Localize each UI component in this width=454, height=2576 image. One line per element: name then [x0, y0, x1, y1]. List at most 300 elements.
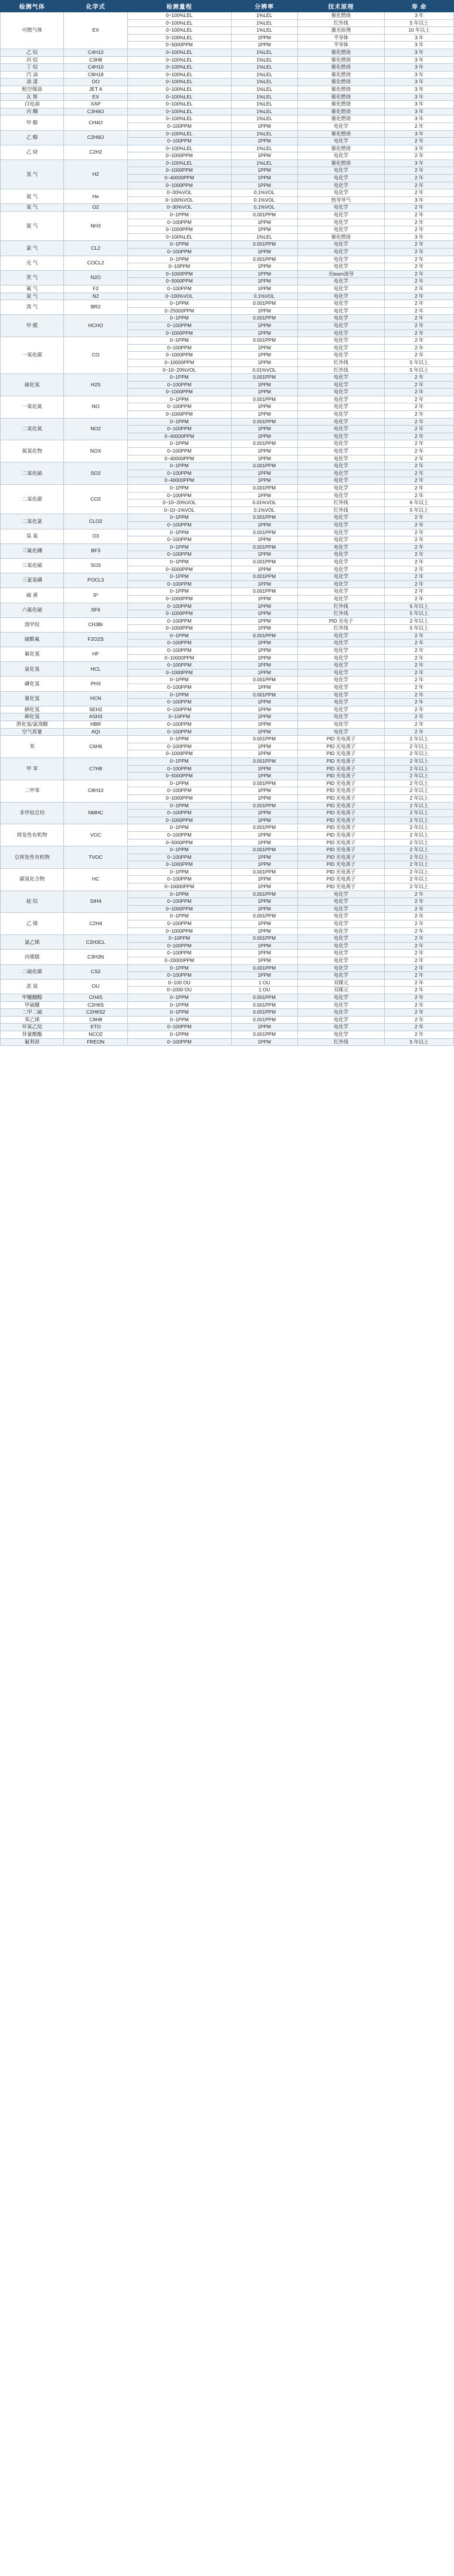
- cell-principle: 电化学: [297, 994, 384, 1001]
- cell-principle: 电化学: [297, 485, 384, 492]
- cell-range: 0~40000PPM: [127, 455, 231, 463]
- cell-gas-name: 甲 醛: [1, 315, 64, 337]
- cell-range: 0~100%LEL: [127, 145, 231, 152]
- cell-life: 5 年以上: [385, 19, 454, 27]
- cell-resolution: 0.1%VOL: [231, 507, 297, 514]
- cell-principle: 电化学: [297, 152, 384, 160]
- cell-life: 10 年以上: [385, 27, 454, 35]
- cell-range: 0~40000PPM: [127, 477, 231, 485]
- cell-life: 2 年以上: [385, 750, 454, 758]
- cell-range: 0~100PPM: [127, 898, 231, 906]
- cell-life: 2 年: [385, 152, 454, 160]
- cell-range: 0~100PPM: [127, 123, 231, 130]
- cell-resolution: 1PPM: [231, 359, 297, 366]
- cell-principle: 电化学: [297, 226, 384, 234]
- cell-formula: EX: [64, 93, 127, 101]
- cell-resolution: 0.1%VOL: [231, 293, 297, 300]
- table-row: [1, 1016, 454, 1024]
- cell-principle: 电化学: [297, 543, 384, 551]
- table-row: [1, 101, 454, 108]
- cell-life: 2 年以上: [385, 847, 454, 854]
- cell-life: 2 年: [385, 898, 454, 906]
- cell-range: 0~100PPM: [127, 950, 231, 957]
- cell-formula: He: [64, 189, 127, 204]
- table-row: [1, 130, 454, 138]
- cell-resolution: 1PPM: [231, 713, 297, 721]
- cell-range: 0~100%LEL: [127, 101, 231, 108]
- table-row: [1, 145, 454, 152]
- cell-resolution: 1%LEL: [231, 159, 297, 167]
- cell-formula: SO2: [64, 463, 127, 485]
- cell-principle: 半导体: [297, 34, 384, 42]
- cell-principle: 电化学: [297, 713, 384, 721]
- cell-range: 0~10~20%VOL: [127, 499, 231, 507]
- cell-formula: C2H3CL: [64, 935, 127, 950]
- cell-range: 0~1000PPM: [127, 610, 231, 618]
- table-row: [1, 418, 454, 426]
- header-principle: 技术原理: [297, 1, 384, 12]
- table-row: [1, 677, 454, 684]
- cell-formula: VOC: [64, 824, 127, 847]
- cell-range: 0~1PPM: [127, 736, 231, 743]
- cell-principle: 电化学: [297, 920, 384, 928]
- cell-range: 0~1PPM: [127, 913, 231, 920]
- table-row: [1, 396, 454, 403]
- cell-resolution: 1%LEL: [231, 233, 297, 241]
- table-row: [1, 440, 454, 448]
- cell-resolution: 0.001PPM: [231, 891, 297, 898]
- cell-principle: 电化学: [297, 1001, 384, 1009]
- cell-range: 0~100%LEL: [127, 159, 231, 167]
- cell-principle: 催化燃烧: [297, 64, 384, 72]
- cell-gas-name: 臭 氧: [1, 529, 64, 543]
- cell-principle: 电化学: [297, 344, 384, 352]
- cell-resolution: 1PPM: [231, 477, 297, 485]
- cell-gas-name: 氯乙烯: [1, 935, 64, 950]
- cell-range: 0~100%LEL: [127, 64, 231, 72]
- cell-range: 0~10000PPM: [127, 654, 231, 662]
- cell-principle: PID 光电离子: [297, 787, 384, 795]
- cell-principle: 红外线: [297, 625, 384, 633]
- cell-formula: CH3Br: [64, 617, 127, 632]
- cell-resolution: 1PPM: [231, 322, 297, 329]
- cell-range: 0~1000PPM: [127, 817, 231, 824]
- cell-principle: 红外线: [297, 19, 384, 27]
- table-row: [1, 868, 454, 876]
- cell-range: 0~40000PPM: [127, 433, 231, 440]
- cell-range: 0~100PPM: [127, 662, 231, 670]
- cell-resolution: 1PPM: [231, 750, 297, 758]
- cell-life: 3 年: [385, 12, 454, 20]
- cell-life: 2 年: [385, 175, 454, 182]
- cell-formula: CO: [64, 337, 127, 374]
- cell-life: 5 年以上: [385, 625, 454, 633]
- cell-range: 0~1PPM: [127, 691, 231, 699]
- cell-principle: 电化学: [297, 521, 384, 529]
- cell-resolution: 1PPM: [231, 640, 297, 647]
- cell-principle: 电化学: [297, 913, 384, 920]
- table-row: [1, 159, 454, 167]
- cell-range: 0~100PPM: [127, 381, 231, 389]
- cell-resolution: 1%LEL: [231, 19, 297, 27]
- cell-principle: 电化学: [297, 470, 384, 477]
- cell-range: 0~100PPM: [127, 403, 231, 411]
- cell-principle: PID 光电离子: [297, 736, 384, 743]
- cell-formula: C2H6S2: [64, 1009, 127, 1017]
- table-row: [1, 543, 454, 551]
- cell-life: 2 年: [385, 352, 454, 359]
- cell-life: 2 年: [385, 470, 454, 477]
- cell-resolution: 0.1%VOL: [231, 189, 297, 197]
- cell-resolution: 1%LEL: [231, 49, 297, 56]
- cell-principle: 电化学: [297, 249, 384, 256]
- cell-range: 0~1000PPM: [127, 270, 231, 278]
- cell-life: 2 年: [385, 566, 454, 573]
- cell-range: 0~100PPM: [127, 1038, 231, 1046]
- cell-principle: 电化学: [297, 389, 384, 396]
- cell-life: 2 年: [385, 669, 454, 677]
- cell-principle: 电化学: [297, 477, 384, 485]
- cell-resolution: 1PPM: [231, 167, 297, 175]
- cell-formula: C8H8: [64, 1016, 127, 1024]
- cell-range: 0~20000PPM: [127, 957, 231, 965]
- cell-resolution: 1PPM: [231, 270, 297, 278]
- cell-formula: NO: [64, 396, 127, 418]
- cell-principle: PID 光电离子: [297, 861, 384, 869]
- cell-range: 0~1PPM: [127, 440, 231, 448]
- cell-range: 0~100%LEL: [127, 233, 231, 241]
- cell-range: 0~1PPM: [127, 300, 231, 308]
- cell-life: 3 年: [385, 93, 454, 101]
- cell-life: 2 年: [385, 226, 454, 234]
- cell-range: 0~100PPM: [127, 551, 231, 559]
- cell-gas-name: 油 漆: [1, 79, 64, 86]
- cell-principle: 红外线: [297, 610, 384, 618]
- cell-resolution: 1PPM: [231, 662, 297, 670]
- cell-gas-name: 苯乙烯: [1, 1016, 64, 1024]
- cell-principle: 电化学: [297, 580, 384, 588]
- cell-gas-name: 丙 烷: [1, 56, 64, 64]
- cell-formula: CH4O: [64, 115, 127, 130]
- cell-resolution: 1%LEL: [231, 101, 297, 108]
- cell-life: 2 年以上: [385, 861, 454, 869]
- cell-range: 0~100%LEL: [127, 27, 231, 35]
- cell-range: 0~100PPM: [127, 448, 231, 456]
- cell-range: 0~100PPM: [127, 706, 231, 713]
- cell-formula: C2H6S: [64, 1001, 127, 1009]
- cell-gas-name: 丙 酮: [1, 108, 64, 115]
- cell-gas-name: 白电油: [1, 101, 64, 108]
- cell-resolution: 1PPM: [231, 329, 297, 337]
- cell-principle: 电化学: [297, 706, 384, 713]
- cell-formula: HF: [64, 647, 127, 662]
- table-row: [1, 1009, 454, 1017]
- cell-formula: O2: [64, 204, 127, 212]
- cell-life: 2 年: [385, 285, 454, 293]
- cell-resolution: 0.001PPM: [231, 543, 297, 551]
- cell-life: 5 年以上: [385, 610, 454, 618]
- cell-resolution: 1PPM: [231, 580, 297, 588]
- cell-life: 3 年: [385, 233, 454, 241]
- table-row: [1, 588, 454, 596]
- cell-range: 0~100%LEL: [127, 12, 231, 20]
- cell-life: 3 年: [385, 108, 454, 115]
- cell-range: 0~1PPM: [127, 256, 231, 263]
- cell-range: 0~1PPM: [127, 632, 231, 640]
- cell-range: 0~100PPM: [127, 721, 231, 729]
- cell-gas-name: 一氧化碳: [1, 337, 64, 374]
- cell-formula: C4H10: [64, 64, 127, 72]
- cell-formula: EX: [64, 12, 127, 49]
- cell-range: 0~10~1%VOL: [127, 507, 231, 514]
- cell-formula: C6H6: [64, 736, 127, 758]
- cell-principle: 电化学: [297, 927, 384, 935]
- cell-range: 0~1PPM: [127, 1001, 231, 1009]
- cell-range: 0~100PPM: [127, 536, 231, 544]
- cell-range: 0~1000PPM: [127, 595, 231, 603]
- cell-resolution: 1PPM: [231, 123, 297, 130]
- cell-resolution: 0.001PPM: [231, 514, 297, 522]
- table-row: [1, 315, 454, 322]
- cell-resolution: 0.001PPM: [231, 757, 297, 765]
- cell-formula: CLO2: [64, 514, 127, 529]
- cell-range: 0~1PPM: [127, 677, 231, 684]
- cell-formula: S*: [64, 588, 127, 603]
- table-row: [1, 108, 454, 115]
- cell-principle: 电化学: [297, 558, 384, 566]
- cell-gas-name: 二氧化硫: [1, 463, 64, 485]
- cell-resolution: 1 OU: [231, 987, 297, 994]
- cell-life: 3 年: [385, 115, 454, 123]
- cell-resolution: 0.001PPM: [231, 485, 297, 492]
- cell-principle: 电化学: [297, 551, 384, 559]
- cell-life: 5 年以上: [385, 1038, 454, 1046]
- cell-life: 3 年: [385, 49, 454, 56]
- cell-gas-name: 非甲烷总烃: [1, 802, 64, 824]
- table-row: [1, 979, 454, 987]
- cell-range: 0~1PPM: [127, 1016, 231, 1024]
- cell-gas-name: 笑 气: [1, 270, 64, 285]
- cell-life: 2 年以上: [385, 831, 454, 839]
- cell-principle: 电化学: [297, 352, 384, 359]
- table-row: [1, 285, 454, 293]
- cell-resolution: 1PPM: [231, 861, 297, 869]
- cell-principle: 电化学: [297, 241, 384, 249]
- cell-gas-name: 硅 烷: [1, 891, 64, 913]
- cell-formula: C2H2: [64, 145, 127, 159]
- cell-range: 0~100PPM: [127, 647, 231, 655]
- cell-life: 2 年: [385, 403, 454, 411]
- cell-principle: 电化学: [297, 964, 384, 972]
- cell-life: 3 年: [385, 56, 454, 64]
- table-row: [1, 780, 454, 787]
- cell-principle: 电化学: [297, 721, 384, 729]
- cell-gas-name: 溴甲烷: [1, 617, 64, 632]
- cell-life: 2 年: [385, 691, 454, 699]
- cell-formula: HBR: [64, 721, 127, 729]
- table-row: [1, 1001, 454, 1009]
- cell-life: 2 年: [385, 521, 454, 529]
- cell-range: 0~1PPM: [127, 847, 231, 854]
- cell-gas-name: 氯 气: [1, 241, 64, 256]
- cell-gas-name: 恶 臭: [1, 979, 64, 994]
- cell-gas-name: 环氧乙烷: [1, 1024, 64, 1031]
- cell-range: 0~100PPM: [127, 285, 231, 293]
- table-row: [1, 79, 454, 86]
- cell-resolution: 1PPM: [231, 883, 297, 891]
- cell-resolution: 0.1%VOL: [231, 196, 297, 204]
- cell-principle: 红外线: [297, 359, 384, 366]
- cell-formula: ASH3: [64, 713, 127, 721]
- cell-life: 2 年以上: [385, 787, 454, 795]
- cell-life: 2 年以上: [385, 757, 454, 765]
- header-resolution: 分辨率: [231, 1, 297, 12]
- cell-principle: 双媒元: [297, 979, 384, 987]
- cell-life: 2 年: [385, 551, 454, 559]
- cell-life: 2 年: [385, 632, 454, 640]
- cell-formula: XAP: [64, 101, 127, 108]
- cell-range: 0~1000PPM: [127, 182, 231, 189]
- cell-resolution: 0.001PPM: [231, 418, 297, 426]
- cell-life: 3 年: [385, 159, 454, 167]
- cell-range: 0~100PPM: [127, 249, 231, 256]
- cell-resolution: 1PPM: [231, 957, 297, 965]
- cell-range: 0~100PPM: [127, 684, 231, 692]
- cell-range: 0~100PPM: [127, 765, 231, 773]
- cell-principle: 电化学: [297, 677, 384, 684]
- cell-principle: 红外线: [297, 499, 384, 507]
- cell-life: 2 年: [385, 219, 454, 226]
- table-row: [1, 721, 454, 729]
- cell-life: 2 年: [385, 329, 454, 337]
- cell-resolution: 0.1%VOL: [231, 204, 297, 212]
- cell-formula: PH3: [64, 677, 127, 691]
- cell-formula: O3: [64, 529, 127, 543]
- cell-range: 0~100%LEL: [127, 79, 231, 86]
- cell-formula: HC: [64, 868, 127, 891]
- cell-life: 2 年以上: [385, 824, 454, 832]
- cell-life: 2 年: [385, 411, 454, 419]
- gas-sensor-spec-table: [0, 0, 454, 1046]
- cell-resolution: 1PPM: [231, 389, 297, 396]
- cell-principle: 电化学: [297, 640, 384, 647]
- cell-resolution: 0.001PPM: [231, 212, 297, 219]
- cell-life: 2 年: [385, 463, 454, 470]
- cell-principle: PID 光电离子: [297, 765, 384, 773]
- cell-range: 0~30%VOL: [127, 189, 231, 197]
- cell-formula: C8H10: [64, 780, 127, 802]
- cell-gas-name: 硫 黄: [1, 588, 64, 603]
- cell-principle: 电化学: [297, 411, 384, 419]
- table-row: [1, 189, 454, 197]
- cell-principle: 电化学: [297, 588, 384, 596]
- cell-gas-name: 二硫化碳: [1, 964, 64, 979]
- cell-resolution: 1%LEL: [231, 86, 297, 93]
- cell-principle: 电化学: [297, 463, 384, 470]
- cell-range: 0~1PPM: [127, 418, 231, 426]
- cell-range: 0~100PPM: [127, 942, 231, 950]
- cell-life: 2 年: [385, 595, 454, 603]
- cell-resolution: 0.001PPM: [231, 780, 297, 787]
- cell-range: 0~1PPM: [127, 868, 231, 876]
- table-row: [1, 824, 454, 832]
- cell-range: 0~100%LEL: [127, 93, 231, 101]
- cell-range: 0~1PPM: [127, 1009, 231, 1017]
- cell-life: 2 年: [385, 381, 454, 389]
- cell-life: 2 年: [385, 1009, 454, 1017]
- cell-range: 0~30%VOL: [127, 204, 231, 212]
- cell-resolution: 0.001PPM: [231, 677, 297, 684]
- cell-principle: 催化燃烧: [297, 86, 384, 93]
- cell-life: 2 年: [385, 270, 454, 278]
- cell-formula: SIH4: [64, 891, 127, 913]
- cell-formula: C8H18: [64, 71, 127, 79]
- cell-resolution: 1PPM: [231, 942, 297, 950]
- cell-range: 0~1000PPM: [127, 905, 231, 913]
- cell-resolution: 1PPM: [231, 595, 297, 603]
- cell-range: 0~5000PPM: [127, 278, 231, 286]
- cell-resolution: 1PPM: [231, 927, 297, 935]
- cell-range: 0~10000PPM: [127, 359, 231, 366]
- cell-resolution: 0.001PPM: [231, 691, 297, 699]
- cell-gas-name: 氧 气: [1, 204, 64, 212]
- table-row: [1, 706, 454, 713]
- cell-principle: PID 光电离子: [297, 773, 384, 780]
- cell-resolution: 1PPM: [231, 920, 297, 928]
- cell-formula: HCL: [64, 662, 127, 677]
- cell-resolution: 1PPM: [231, 603, 297, 610]
- cell-life: 2 年: [385, 558, 454, 566]
- cell-principle: 电化学: [297, 1009, 384, 1017]
- cell-life: 5 年以上: [385, 507, 454, 514]
- cell-life: 2 年: [385, 588, 454, 596]
- table-row: [1, 212, 454, 219]
- cell-resolution: 1PPM: [231, 263, 297, 271]
- cell-life: 2 年: [385, 448, 454, 456]
- cell-range: 0~1000PPM: [127, 794, 231, 802]
- cell-life: 2 年: [385, 322, 454, 329]
- cell-life: 2 年: [385, 728, 454, 736]
- cell-life: 2 年: [385, 278, 454, 286]
- cell-gas-name: 六氟化硫: [1, 603, 64, 617]
- cell-principle: 电化学: [297, 307, 384, 315]
- cell-range: 0~1PPM: [127, 1031, 231, 1038]
- cell-range: 0~100%LEL: [127, 86, 231, 93]
- cell-principle: 电化学: [297, 175, 384, 182]
- cell-range: 0~5000PPM: [127, 773, 231, 780]
- table-row: [1, 736, 454, 743]
- cell-principle: PID 光电离子: [297, 810, 384, 817]
- cell-principle: PID 光电离子: [297, 883, 384, 891]
- cell-gas-name: 总挥发性有机物: [1, 847, 64, 869]
- cell-principle: PID 光电离子: [297, 847, 384, 854]
- cell-life: 2 年: [385, 580, 454, 588]
- cell-resolution: 1PPM: [231, 521, 297, 529]
- cell-formula: C3H6O: [64, 108, 127, 115]
- cell-range: 0~1PPM: [127, 396, 231, 403]
- cell-principle: 电化学: [297, 329, 384, 337]
- cell-range: 0~1PPM: [127, 573, 231, 581]
- table-row: [1, 950, 454, 957]
- cell-gas-name: 溴 气: [1, 300, 64, 315]
- cell-life: 2 年以上: [385, 617, 454, 625]
- cell-principle: 电化学: [297, 684, 384, 692]
- cell-principle: PID 光电离子: [297, 757, 384, 765]
- cell-resolution: 1PPM: [231, 706, 297, 713]
- cell-life: 2 年: [385, 138, 454, 145]
- cell-principle: 电化学: [297, 300, 384, 308]
- cell-resolution: 0.001PPM: [231, 374, 297, 382]
